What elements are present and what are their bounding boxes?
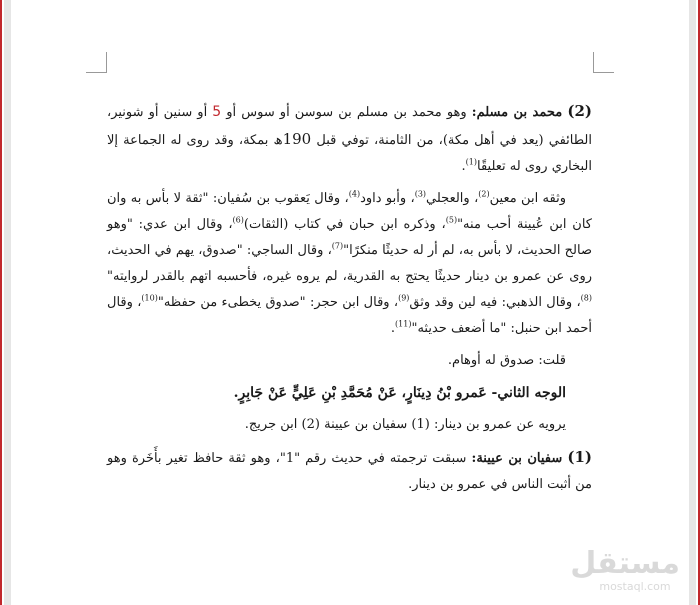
watermark-url: mostaql.com xyxy=(599,580,671,593)
transmitters-list: يرويه عن عمرو بن دينار: (1) سفيان بن عيينة (2) ابن جريج. xyxy=(244,417,566,432)
document-body xyxy=(107,98,592,498)
entry-number: (1) xyxy=(567,448,592,466)
red-number: 5 xyxy=(212,104,222,120)
footnote-ref: (3) xyxy=(414,189,427,199)
footnote-ref: (1) xyxy=(465,157,477,167)
footnote-ref: (9) xyxy=(398,293,410,303)
footnote-ref: (10) xyxy=(141,293,158,303)
mostaql-watermark xyxy=(570,546,680,593)
narrator-name: سفيان بن عيينة: xyxy=(471,451,563,466)
entry-number: (2) xyxy=(567,102,592,120)
footnote-ref: (7) xyxy=(331,241,344,251)
author-conclusion: قلت: صدوق له أوهام. xyxy=(447,353,566,368)
crop-mark-top-right xyxy=(593,52,614,73)
footnote-ref: (11) xyxy=(395,319,412,329)
footnote-ref: (6) xyxy=(232,215,244,225)
footnote-ref: (8) xyxy=(580,293,593,303)
narrator-name: محمد بن مسلم: xyxy=(471,105,563,120)
crop-mark-top-left xyxy=(86,52,107,73)
scholars-assessment: وثقه ابن معين$^{(2)}$، والعجلي$^{(3)}$، وأبو داود$^{(4)}$، وقال يَعقوب بن سُفيان: "ثقة لا بأس به وان كان ابن عُيينة أحب منه"$^{(5)}$، وذكره ابن حبان في كتاب (الثقات)$^{(6)}$، وقال ابن عدي: "وهو صالح الحديث، لا بأس به، لم أر له حديثًا منكرًا"$^{(7)}$، وقال الساجي: "صدوق، يهم في الحديث، روى عن عمرو بن دينار حديثًا يحتج به القدرية، لم يروه غيره، فأحسبه اتهم بالقدر لروايته"$^{(8)}$، وقال الذهبي: فيه لين وقد وثق$^{(9)}$، وقال ابن حجر: "صدوق يخطىء من حفظه"$^{(10)}$، وقال أحمد ابن حنبل: "ما أضعف حديثه"$^{(11)}$. xyxy=(107,189,593,336)
narrator-entry-sufyan-bin-uyaynah: (1) سفيان بن عيينة: سبقت ترجمته في حديث رقم "1"، وهو ثقة حافظ تغير بأَخَرة وهو من أثبت الناس في عمرو بن دينار. xyxy=(107,448,592,492)
footnote-ref: (2) xyxy=(478,189,490,199)
section-heading: الوجه الثاني- عَمرو بْنُ دِينَارٍ، عَنْ مُحَمَّدِ بْنِ عَلِيٍّ عَنْ جَابِرٍ. xyxy=(233,385,566,401)
footnote-ref: (5) xyxy=(445,215,458,225)
right-margin-shade xyxy=(689,0,696,605)
watermark-logo-text: مستقل xyxy=(570,546,680,581)
footnote-ref: (4) xyxy=(348,189,361,199)
death-year: 190 xyxy=(282,130,312,148)
left-margin-shade xyxy=(4,0,11,605)
narrator-entry-muhammad-bin-muslim: (2) محمد بن مسلم: وهو محمد بن مسلم بن سوسن أو سوس أو 5 أو سنين أو شونير، الطائفي (يعد في أهل مكة)، من الثامنة، توفي قبل 190ھ بمكة، وقد روى له الجماعة إلا البخاري روى له تعليقًا$^{(1)}$. xyxy=(107,102,592,174)
